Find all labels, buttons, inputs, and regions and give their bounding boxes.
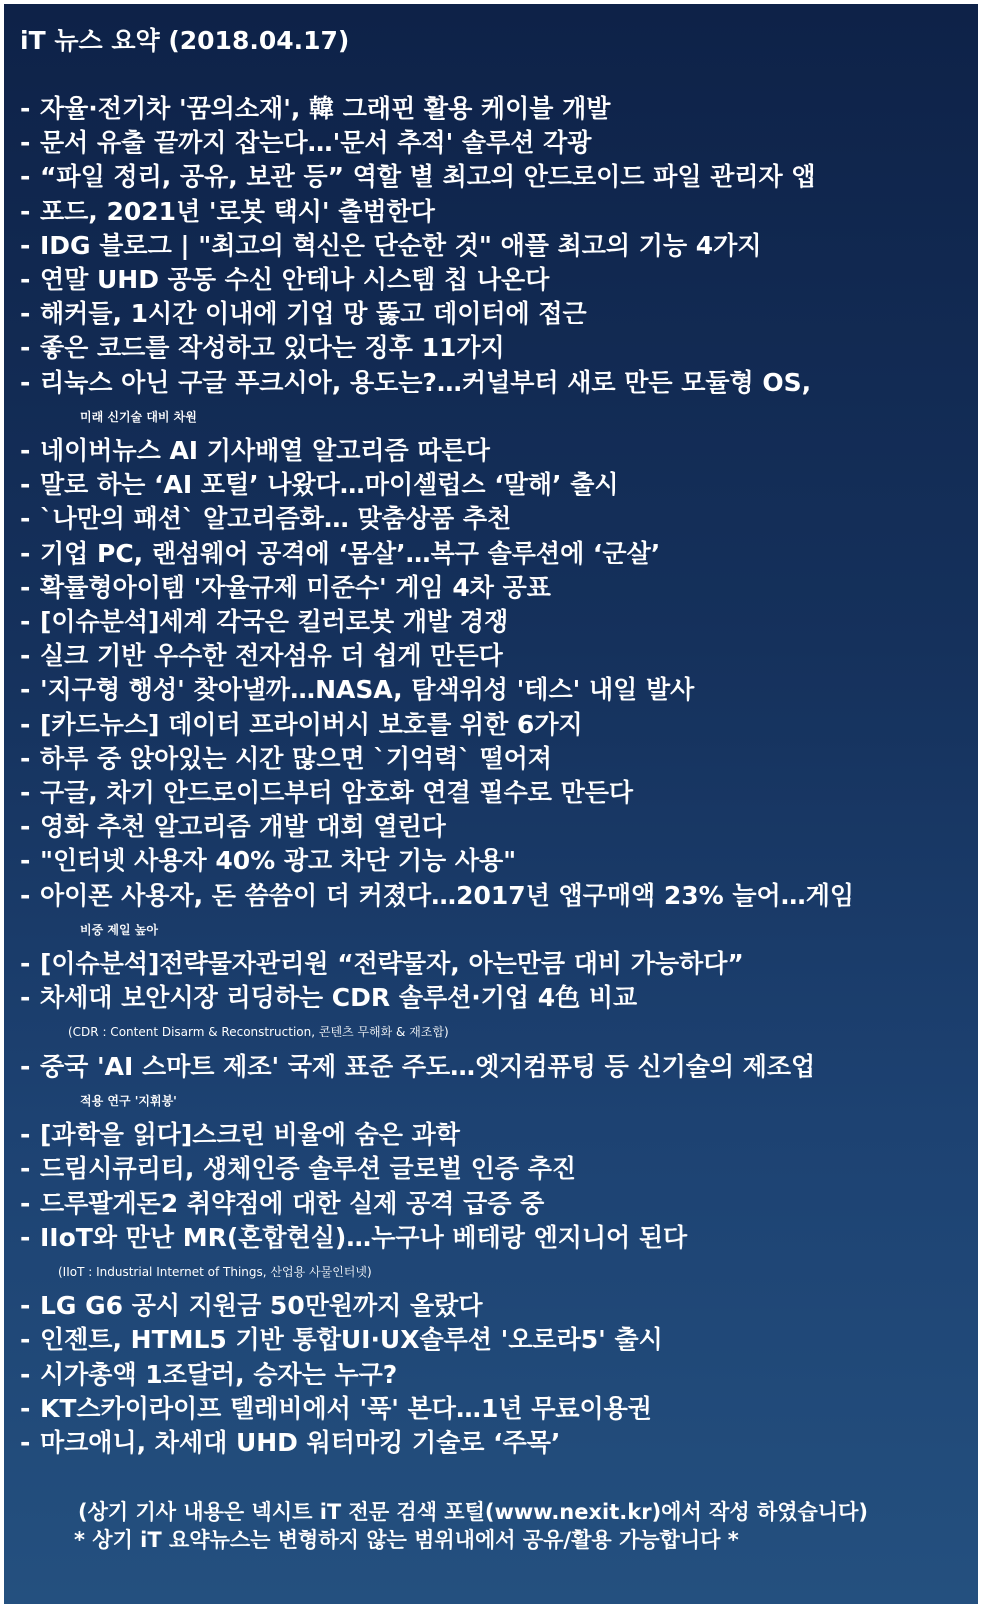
news-note: (IIoT : Industrial Internet of Things, 산업용 사물인터넷) [58,1264,372,1279]
news-item: - 시가총액 1조달러, 승자는 누구? [20,1359,398,1389]
news-headline: 마크애니, 차세대 UHD 워터마킹 기술로 ‘주목’ [40,1427,561,1457]
news-item: - 하루 중 앉아있는 시간 많으면 `기억력` 떨어져 [20,743,552,773]
news-item: - 차세대 보안시장 리딩하는 CDR 솔루션·기업 4色 비교 (CDR : Content Disarm & Reconstruction, 콘텐츠 무해화 & 재조합) [20,981,970,1049]
news-item: - 영화 추천 알고리즘 개발 대회 열린다 [20,812,446,842]
news-headline: 하루 중 앉아있는 시간 많으면 `기억력` 떨어져 [40,743,552,773]
news-item: - 리눅스 아닌 구글 푸크시아, 용도는?…커널부터 새로 만든 모듈형 OS, 미래 신기술 대비 차원 [20,366,970,434]
news-item: - LG G6 공시 지원금 50만원까지 올랐다 [20,1291,483,1321]
news-item: - 구글, 차기 안드로이드부터 암호화 연결 필수로 만든다 [20,778,634,808]
news-item: - 중국 'AI 스마트 제조' 국제 표준 주도…엣지컴퓨팅 등 신기술의 제조업 적용 연구 '지휘봉' [20,1050,970,1118]
news-headline: 해커들, 1시간 이내에 기업 망 뚫고 데이터에 접근 [40,299,587,329]
news-headline: 차세대 보안시장 리딩하는 CDR 솔루션·기업 4色 비교 [40,983,638,1013]
news-headline: IIoT와 만난 MR(혼합현실)…누구나 베테랑 엔지니어 된다 [40,1222,688,1252]
news-list [20,92,970,1460]
footer-source-note: (상기 기사 내용은 넥시트 iT 전문 검색 포털(www.nexit.kr)에서 작성 하였습니다) [78,1500,868,1524]
news-headline-continuation: 비중 제일 높아 [80,922,158,937]
news-headline: `나만의 패션` 알고리즘화… 맞춤상품 추천 [40,504,512,534]
news-item: - 해커들, 1시간 이내에 기업 망 뚫고 데이터에 접근 [20,299,587,329]
news-headline: KT스카이라이프 텔레비에서 '푹' 본다…1년 무료이용권 [40,1393,652,1423]
news-headline: 시가총액 1조달러, 승자는 누구? [40,1359,398,1389]
news-item: - KT스카이라이프 텔레비에서 '푹' 본다…1년 무료이용권 [20,1393,652,1423]
news-item: - 말로 하는 ‘AI 포털’ 나왔다…마이셀럽스 ‘말해’ 출시 [20,470,619,500]
news-headline: [이슈분석]전략물자관리원 “전략물자, 아는만큼 대비 가능하다” [40,949,744,979]
news-headline: 리눅스 아닌 구글 푸크시아, 용도는?…커널부터 새로 만든 모듈형 OS, [40,367,812,397]
news-item: - [과학을 읽다]스크린 비율에 숨은 과학 [20,1120,460,1150]
news-item: - '지구형 행성' 찾아낼까…NASA, 탐색위성 '테스' 내일 발사 [20,675,695,705]
news-headline: 인젠트, HTML5 기반 통합UI·UX솔루션 '오로라5' 출시 [40,1325,663,1355]
news-headline: 좋은 코드를 작성하고 있다는 징후 11가지 [40,333,505,363]
news-item: - IDG 블로그 | "최고의 혁신은 단순한 것" 애플 최고의 기능 4가지 [20,230,762,260]
news-summary-panel [4,4,978,1604]
news-item: - IIoT와 만난 MR(혼합현실)…누구나 베테랑 엔지니어 된다 (IIoT : Industrial Internet of Things, 산업용 사물인터넷) [20,1221,970,1289]
news-item: - `나만의 패션` 알고리즘화… 맞춤상품 추천 [20,504,512,534]
news-item: - 자율·전기차 '꿈의소재', 韓 그래핀 활용 케이블 개발 [20,94,611,123]
news-headline: [과학을 읽다]스크린 비율에 숨은 과학 [40,1120,460,1150]
news-headline: IDG 블로그 | "최고의 혁신은 단순한 것" 애플 최고의 기능 4가지 [40,230,762,260]
news-item: - [카드뉴스] 데이터 프라이버시 보호를 위한 6가지 [20,709,583,739]
news-headline: 말로 하는 ‘AI 포털’ 나왔다…마이셀럽스 ‘말해’ 출시 [40,470,619,500]
news-headline: LG G6 공시 지원금 50만원까지 올랐다 [40,1291,483,1321]
news-headline: “파일 정리, 공유, 보관 등” 역할 별 최고의 안드로이드 파일 관리자 앱 [40,162,816,192]
news-item: - 인젠트, HTML5 기반 통합UI·UX솔루션 '오로라5' 출시 [20,1325,663,1355]
news-item: - 드림시큐리티, 생체인증 솔루션 글로벌 인증 추진 [20,1154,577,1184]
news-headline-continuation: 미래 신기술 대비 차원 [80,409,197,424]
news-headline: 구글, 차기 안드로이드부터 암호화 연결 필수로 만든다 [40,778,634,808]
news-item: - 연말 UHD 공동 수신 안테나 시스템 칩 나온다 [20,265,550,295]
news-item: - 실크 기반 우수한 전자섬유 더 쉽게 만든다 [20,641,503,671]
news-headline: 문서 유출 끝까지 잡는다…'문서 추적' 솔루션 각광 [40,128,592,158]
news-item: - 아이폰 사용자, 돈 씀씀이 더 커졌다…2017년 앱구매액 23% 늘어…게임 비중 제일 높아 [20,879,970,947]
news-headline: 연말 UHD 공동 수신 안테나 시스템 칩 나온다 [40,265,550,295]
news-item: - [이슈분석]세계 각국은 킬러로봇 개발 경쟁 [20,607,509,637]
news-item: - "인터넷 사용자 40% 광고 차단 기능 사용" [20,846,517,876]
news-item: - “파일 정리, 공유, 보관 등” 역할 별 최고의 안드로이드 파일 관리자 앱 [20,162,816,192]
news-headline: 네이버뉴스 AI 기사배열 알고리즘 따른다 [40,436,490,466]
news-headline: '지구형 행성' 찾아낼까…NASA, 탐색위성 '테스' 내일 발사 [40,675,695,705]
news-item: - 드루팔게돈2 취약점에 대한 실제 공격 급증 중 [20,1188,545,1218]
news-item: - 확률형아이템 '자율규제 미준수' 게임 4차 공표 [20,572,551,602]
news-item: - 기업 PC, 랜섬웨어 공격에 ‘몸살’…복구 솔루션에 ‘군살’ [20,538,661,568]
news-item: - 포드, 2021년 '로봇 택시' 출범한다 [20,196,435,226]
news-item: - 마크애니, 차세대 UHD 워터마킹 기술로 ‘주목’ [20,1427,561,1457]
news-headline: 중국 'AI 스마트 제조' 국제 표준 주도…엣지컴퓨팅 등 신기술의 제조업 [40,1051,816,1081]
footer-usage-note: * 상기 iT 요약뉴스는 변형하지 않는 범위내에서 공유/활용 가능합니다 * [74,1528,739,1552]
news-item: - 네이버뉴스 AI 기사배열 알고리즘 따른다 [20,436,490,466]
news-headline: 실크 기반 우수한 전자섬유 더 쉽게 만든다 [40,641,503,671]
news-item: - [이슈분석]전략물자관리원 “전략물자, 아는만큼 대비 가능하다” [20,949,744,979]
news-item: - 좋은 코드를 작성하고 있다는 징후 11가지 [20,333,505,363]
news-headline: 영화 추천 알고리즘 개발 대회 열린다 [40,812,446,842]
news-headline: 포드, 2021년 '로봇 택시' 출범한다 [40,196,435,226]
news-headline: 드루팔게돈2 취약점에 대한 실제 공격 급증 중 [40,1188,545,1218]
news-headline: 기업 PC, 랜섬웨어 공격에 ‘몸살’…복구 솔루션에 ‘군살’ [40,538,661,568]
news-headline: "인터넷 사용자 40% 광고 차단 기능 사용" [40,846,517,876]
page-title: iT 뉴스 요약 (2018.04.17) [20,26,350,55]
news-headline: [이슈분석]세계 각국은 킬러로봇 개발 경쟁 [40,607,509,637]
news-headline: 아이폰 사용자, 돈 씀씀이 더 커졌다…2017년 앱구매액 23% 늘어…게임 [40,880,854,910]
news-note: (CDR : Content Disarm & Reconstruction, 콘텐츠 무해화 & 재조합) [68,1025,449,1040]
news-headline: 자율·전기차 '꿈의소재', 韓 그래핀 활용 케이블 개발 [40,94,611,123]
news-headline-continuation: 적용 연구 '지휘봉' [80,1093,177,1108]
news-headline: [카드뉴스] 데이터 프라이버시 보호를 위한 6가지 [40,709,583,739]
news-headline: 확률형아이템 '자율규제 미준수' 게임 4차 공표 [40,572,551,602]
news-headline: 드림시큐리티, 생체인증 솔루션 글로벌 인증 추진 [40,1154,577,1184]
news-item: - 문서 유출 끝까지 잡는다…'문서 추적' 솔루션 각광 [20,128,592,158]
